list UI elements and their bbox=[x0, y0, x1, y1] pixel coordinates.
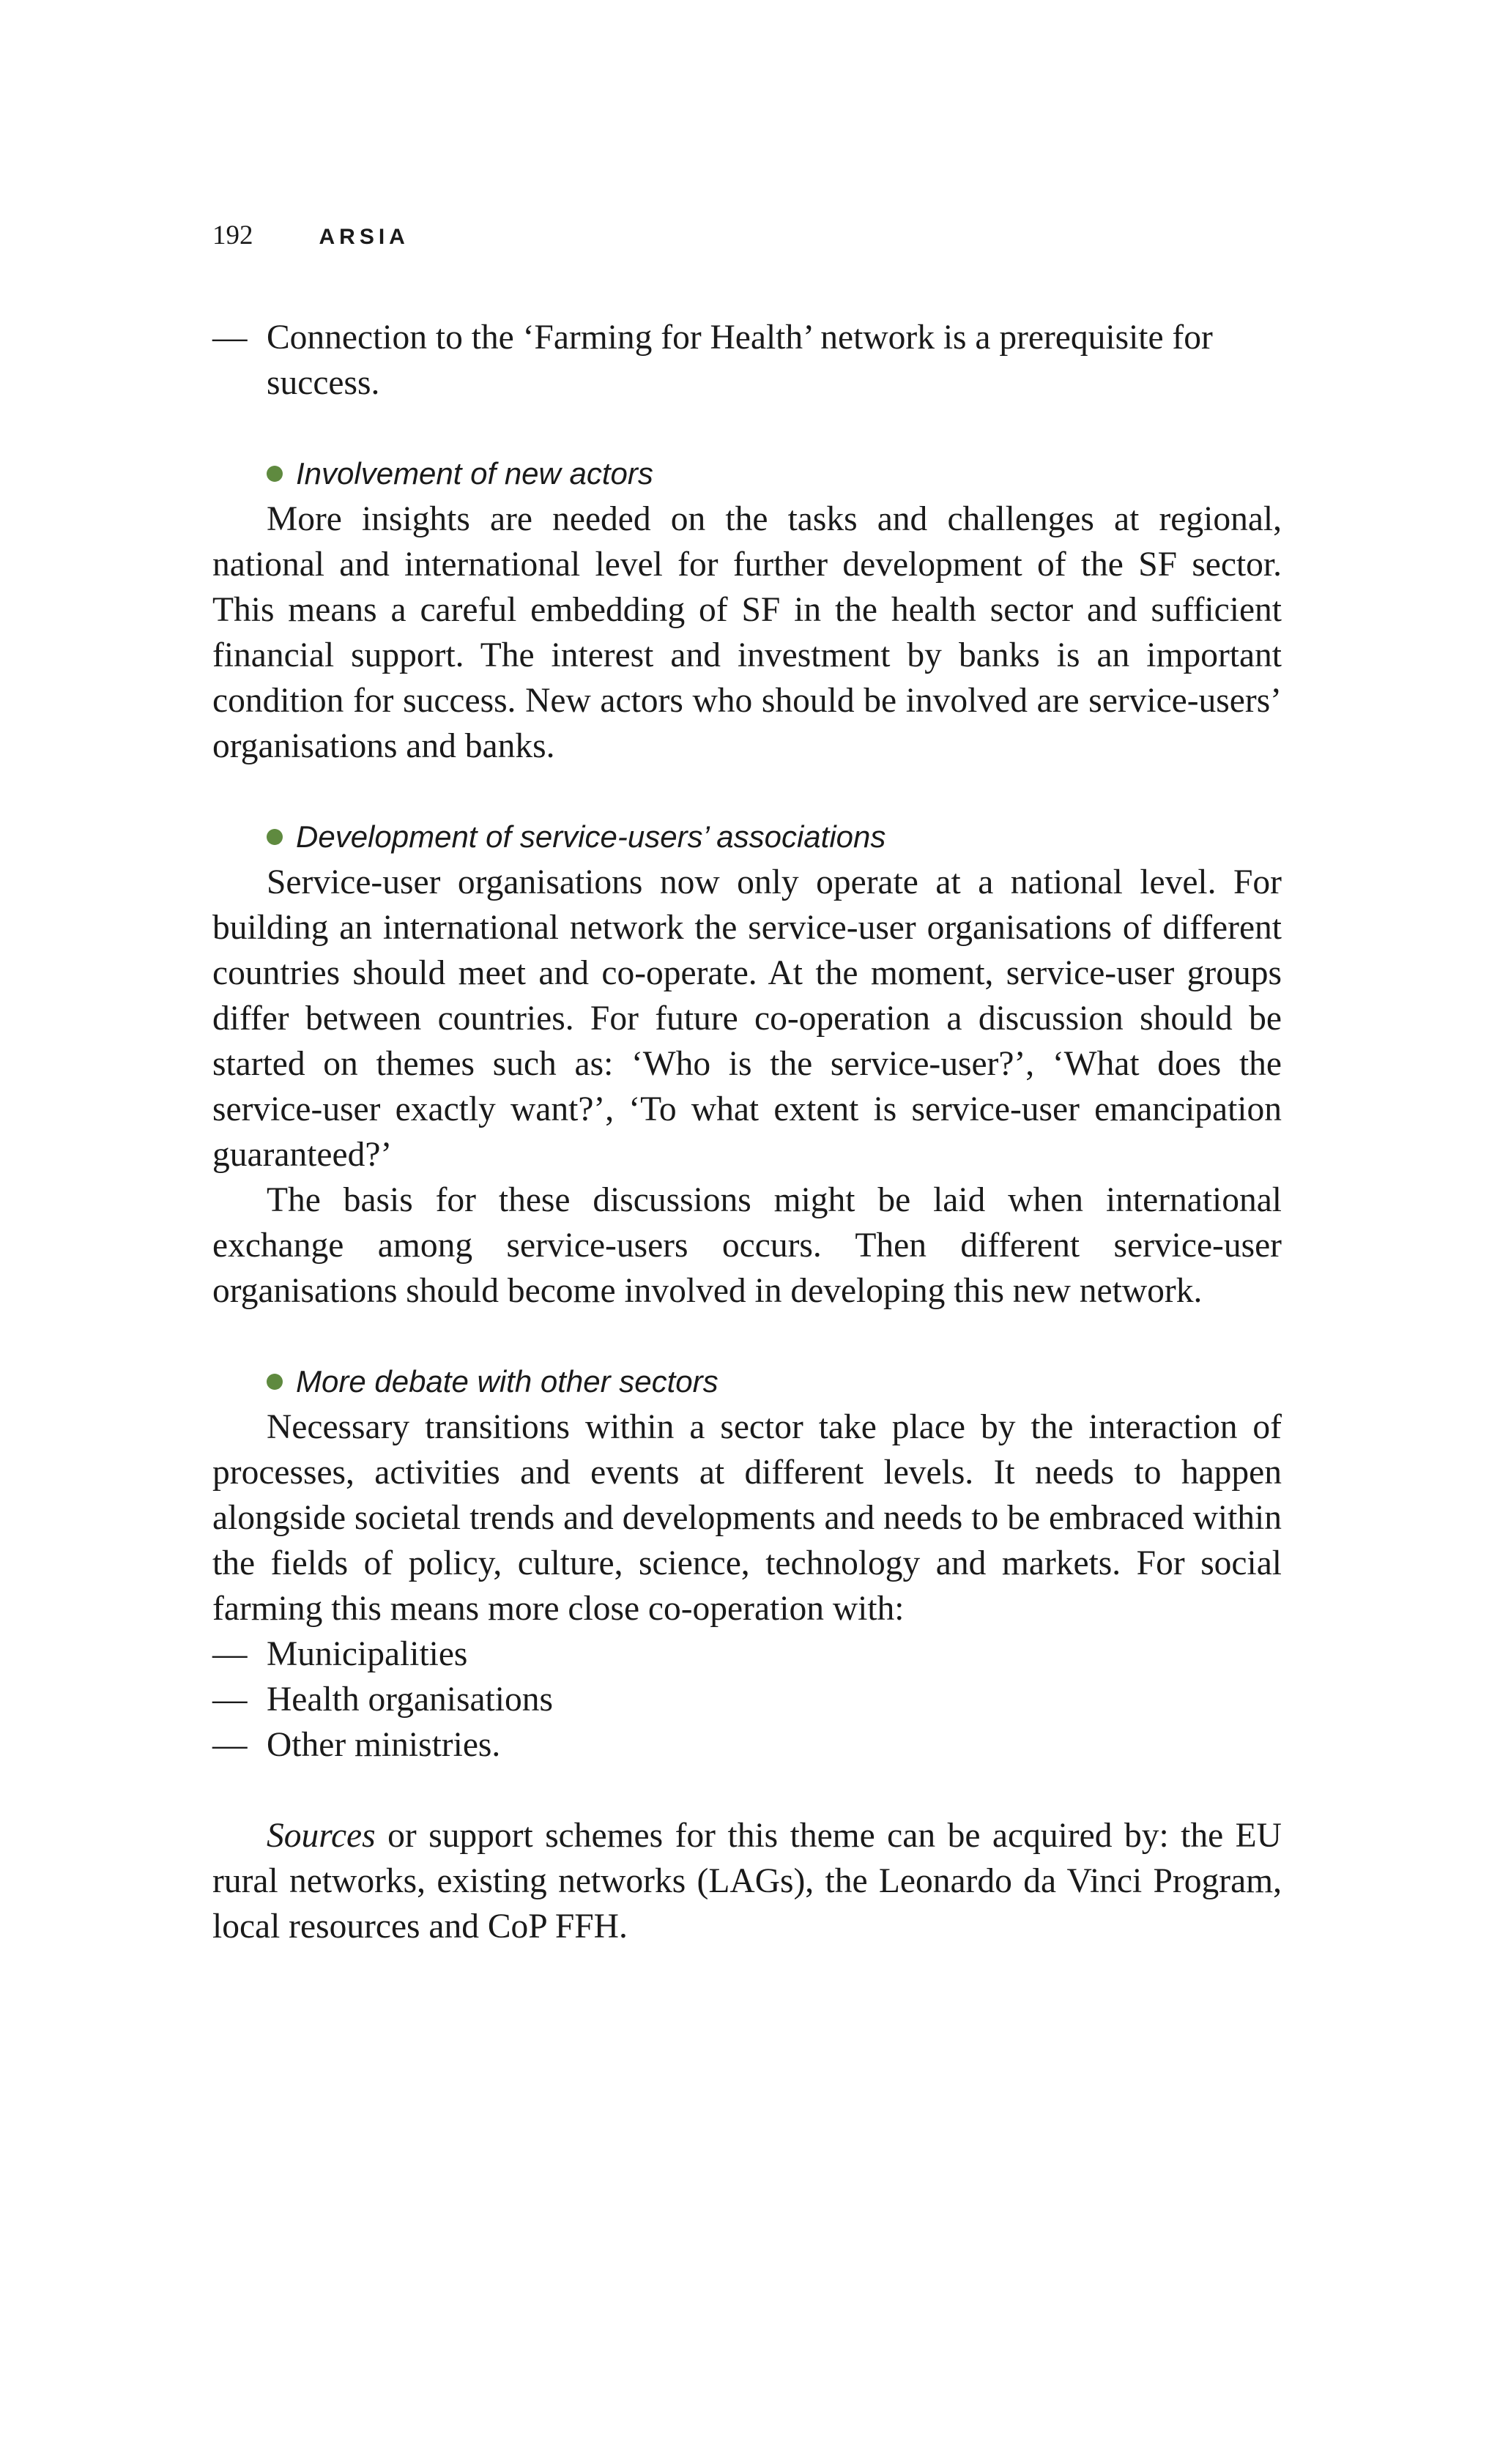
list-item bbox=[212, 315, 1282, 406]
paragraph: The basis for these discussions might be laid when international exchange among service-users occurs. Then different service-user organisations should become involved in developing this new network. bbox=[212, 1181, 1282, 1310]
bullet-dot-icon bbox=[267, 466, 283, 482]
dash-marker: — bbox=[212, 319, 248, 357]
page-header bbox=[212, 220, 409, 251]
section-heading-text: More debate with other sectors bbox=[296, 1364, 719, 1399]
paragraph: More insights are needed on the tasks and challenges at regional, national and international level for further development of the SF sector. This means a careful embedding of SF in the health sector and sufficient financial support. The interest and investment by banks is an important condition for success. New actors who should be involved are service-users’ organisations and banks. bbox=[212, 500, 1282, 765]
sources-label: Sources bbox=[267, 1817, 376, 1855]
list-item bbox=[212, 1631, 1282, 1677]
page-number: 192 bbox=[212, 220, 253, 250]
dash-marker: — bbox=[212, 1680, 248, 1719]
section-heading-text: Development of service-users’ associations bbox=[296, 819, 886, 854]
list-item-text: Municipalities bbox=[267, 1635, 468, 1673]
list-item bbox=[212, 1677, 1282, 1722]
section-heading bbox=[212, 814, 1282, 860]
section-heading bbox=[212, 1359, 1282, 1404]
list-item bbox=[212, 1722, 1282, 1768]
running-head: ARSIA bbox=[319, 225, 409, 249]
paragraph: Necessary transitions within a sector take place by the interaction of processes, activities and events at different levels. It needs to happen alongside societal trends and developments and needs to be embraced within the fields of policy, culture, science, technology and markets. For social farming this means more close co-operation with: bbox=[212, 1408, 1282, 1628]
section-heading bbox=[212, 451, 1282, 496]
list-item-text: Connection to the ‘Farming for Health’ network is a prerequisite for success. bbox=[267, 319, 1213, 402]
section-heading-text: Involvement of new actors bbox=[296, 456, 653, 491]
sources-text: or support schemes for this theme can be acquired by: the EU rural networks, existing networks (LAGs), the Leonardo da Vinci Program, local resources and CoP FFH. bbox=[212, 1817, 1282, 1946]
paragraph: Service-user organisations now only operate at a national level. For building an international network the service-user organisations of different countries should meet and co-operate. At the moment, service-user groups differ between countries. For future co-operation a discussion should be started on themes such as: ‘Who is the service-user?’, ‘What does the service-user exactly want?’, ‘To what extent is service-user emancipation guaranteed?’ bbox=[212, 863, 1282, 1174]
dash-marker: — bbox=[212, 1635, 248, 1673]
bullet-dot-icon bbox=[267, 1374, 283, 1390]
page-body bbox=[212, 315, 1282, 1949]
dash-marker: — bbox=[212, 1726, 248, 1764]
list-item-text: Other ministries. bbox=[267, 1726, 501, 1764]
list-item-text: Health organisations bbox=[267, 1680, 553, 1719]
sources-paragraph bbox=[212, 1813, 1282, 1949]
bullet-dot-icon bbox=[267, 829, 283, 845]
